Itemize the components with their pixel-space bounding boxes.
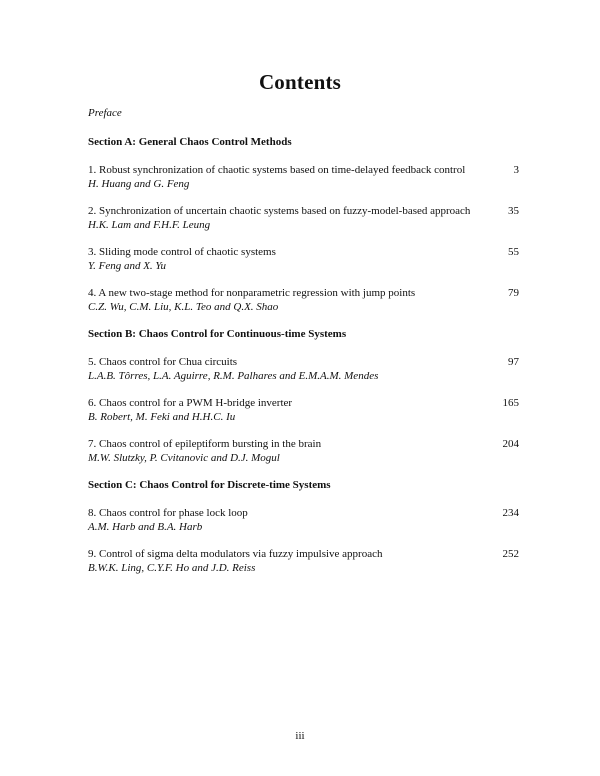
- entry-title: 2. Synchronization of uncertain chaotic systems based on fuzzy-model-based approach: [88, 205, 471, 217]
- entry-authors: L.A.B. Tôrres, L.A. Aguirre, R.M. Palhares and E.M.A.M. Mendes: [88, 370, 379, 382]
- entry-authors: H.K. Lam and F.H.F. Leung: [88, 219, 211, 231]
- entry-authors: C.Z. Wu, C.M. Liu, K.L. Teo and Q.X. Shao: [88, 301, 279, 313]
- section-heading-a: Section A: General Chaos Control Methods: [88, 136, 292, 148]
- entry-title: 6. Chaos control for a PWM H-bridge inverter: [88, 397, 293, 409]
- toc-entry-6: [88, 396, 519, 424]
- entry-authors: H. Huang and G. Feng: [88, 178, 190, 190]
- toc-entry-9: [88, 547, 519, 575]
- entry-authors: Y. Feng and X. Yu: [88, 260, 167, 272]
- entry-authors: A.M. Harb and B.A. Harb: [88, 521, 203, 533]
- entry-title: 1. Robust synchronization of chaotic systems based on time-delayed feedback control: [88, 164, 466, 176]
- entry-page-number: 55: [508, 246, 519, 258]
- entry-title: 5. Chaos control for Chua circuits: [88, 356, 238, 368]
- entry-page-number: 204: [502, 438, 519, 450]
- preface-entry: Preface: [88, 107, 122, 119]
- entry-page-number: 234: [502, 507, 519, 519]
- entry-page-number: 79: [508, 287, 519, 299]
- entry-page-number: 165: [502, 397, 519, 409]
- toc-entry-8: [88, 506, 519, 534]
- entry-title: 9. Control of sigma delta modulators via fuzzy impulsive approach: [88, 548, 383, 560]
- entry-authors: B. Robert, M. Feki and H.H.C. Iu: [88, 411, 236, 423]
- entry-title: 3. Sliding mode control of chaotic systems: [88, 246, 276, 258]
- entry-authors: B.W.K. Ling, C.Y.F. Ho and J.D. Reiss: [88, 562, 256, 574]
- toc-entry-3: [88, 245, 519, 273]
- toc-entry-1: [88, 163, 519, 191]
- entry-title: 8. Chaos control for phase lock loop: [88, 507, 248, 519]
- page-number-footer: iii: [295, 730, 305, 742]
- entry-page-number: 97: [508, 356, 519, 368]
- section-heading-c: Section C: Chaos Control for Discrete-time Systems: [88, 479, 331, 491]
- table-of-contents: [88, 106, 519, 588]
- toc-entry-7: [88, 437, 519, 465]
- entry-page-number: 35: [508, 205, 519, 217]
- toc-entry-4: [88, 286, 519, 314]
- entry-page-number: 3: [513, 164, 519, 176]
- entry-title: 7. Chaos control of epileptiform bursting in the brain: [88, 438, 322, 450]
- entry-authors: M.W. Slutzky, P. Cvitanovic and D.J. Mogul: [88, 452, 280, 464]
- section-heading-b: Section B: Chaos Control for Continuous-time Systems: [88, 328, 347, 340]
- toc-entry-5: [88, 355, 519, 383]
- entry-title: 4. A new two-stage method for nonparametric regression with jump points: [88, 287, 416, 299]
- page-title: Contents: [258, 70, 342, 94]
- toc-entry-2: [88, 204, 519, 232]
- entry-page-number: 252: [502, 548, 519, 560]
